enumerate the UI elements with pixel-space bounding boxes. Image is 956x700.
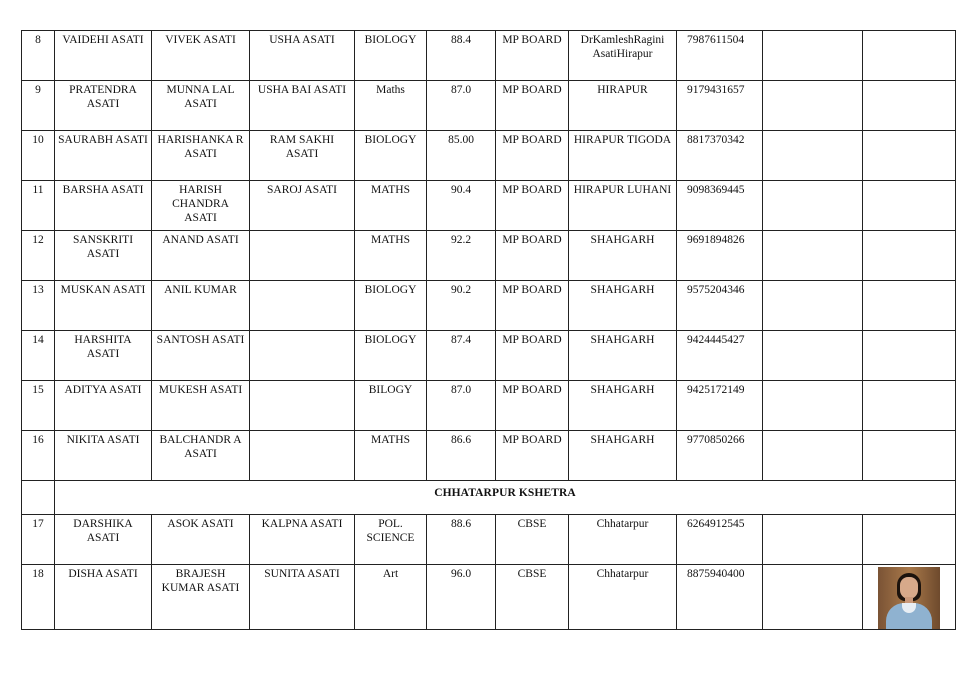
father-name-cell: ASOK ASATI [152, 515, 250, 565]
subject-cell: BIOLOGY [355, 281, 427, 331]
board-cell: MP BOARD [496, 431, 569, 481]
student-results-table [21, 30, 956, 630]
mobile-number-cell: 9425172149 [677, 381, 763, 431]
serial-number-cell: 13 [22, 281, 55, 331]
table-row [22, 431, 956, 481]
board-cell: MP BOARD [496, 131, 569, 181]
subject-cell: BIOLOGY [355, 31, 427, 81]
father-name-cell: HARISHANKA R ASATI [152, 131, 250, 181]
table-row [22, 81, 956, 131]
serial-number-cell: 17 [22, 515, 55, 565]
address-cell: Chhatarpur [569, 565, 677, 630]
empty-cell [763, 431, 863, 481]
table-row [22, 231, 956, 281]
subject-cell: BIOLOGY [355, 331, 427, 381]
photo-cell [863, 331, 956, 381]
percentage-cell: 96.0 [427, 565, 496, 630]
father-name-cell: SANTOSH ASATI [152, 331, 250, 381]
percentage-cell: 88.6 [427, 515, 496, 565]
empty-cell [763, 231, 863, 281]
student-name-cell: DISHA ASATI [55, 565, 152, 630]
address-cell: HIRAPUR LUHANI [569, 181, 677, 231]
father-name-cell: HARISH CHANDRA ASATI [152, 181, 250, 231]
serial-number-cell: 15 [22, 381, 55, 431]
table-row [22, 515, 956, 565]
mobile-number-cell: 9098369445 [677, 181, 763, 231]
mother-name-cell: USHA ASATI [250, 31, 355, 81]
empty-cell [763, 81, 863, 131]
table-row [22, 31, 956, 81]
mother-name-cell: SAROJ ASATI [250, 181, 355, 231]
photo-cell [863, 515, 956, 565]
serial-number-cell: 10 [22, 131, 55, 181]
photo-cell [863, 231, 956, 281]
serial-number-cell: 18 [22, 565, 55, 630]
student-name-cell: DARSHIKA ASATI [55, 515, 152, 565]
section-sno-cell [22, 481, 55, 515]
student-name-cell: MUSKAN ASATI [55, 281, 152, 331]
photo-cell [863, 31, 956, 81]
address-cell: HIRAPUR [569, 81, 677, 131]
father-name-cell: MUKESH ASATI [152, 381, 250, 431]
results-sheet [21, 30, 956, 630]
mobile-number-cell: 9575204346 [677, 281, 763, 331]
serial-number-cell: 16 [22, 431, 55, 481]
student-photo [878, 567, 940, 629]
father-name-cell: VIVEK ASATI [152, 31, 250, 81]
table-row [22, 131, 956, 181]
subject-cell: POL. SCIENCE [355, 515, 427, 565]
address-cell: DrKamleshRagini AsatiHirapur [569, 31, 677, 81]
table-row [22, 181, 956, 231]
percentage-cell: 90.2 [427, 281, 496, 331]
father-name-cell: ANIL KUMAR [152, 281, 250, 331]
empty-cell [763, 131, 863, 181]
address-cell: SHAHGARH [569, 281, 677, 331]
serial-number-cell: 8 [22, 31, 55, 81]
section-title: CHHATARPUR KSHETRA [55, 481, 956, 515]
address-cell: Chhatarpur [569, 515, 677, 565]
board-cell: CBSE [496, 515, 569, 565]
mother-name-cell: SUNITA ASATI [250, 565, 355, 630]
board-cell: CBSE [496, 565, 569, 630]
table-row [22, 381, 956, 431]
table-row [22, 331, 956, 381]
serial-number-cell: 12 [22, 231, 55, 281]
mobile-number-cell: 7987611504 [677, 31, 763, 81]
address-cell: HIRAPUR TIGODA [569, 131, 677, 181]
mother-name-cell [250, 281, 355, 331]
serial-number-cell: 9 [22, 81, 55, 131]
student-name-cell: BARSHA ASATI [55, 181, 152, 231]
table-body-bottom [22, 515, 956, 630]
serial-number-cell: 11 [22, 181, 55, 231]
mother-name-cell [250, 331, 355, 381]
photo-cell [863, 381, 956, 431]
empty-cell [763, 181, 863, 231]
photo-cell [863, 131, 956, 181]
subject-cell: MATHS [355, 431, 427, 481]
mother-name-cell: USHA BAI ASATI [250, 81, 355, 131]
percentage-cell: 87.0 [427, 81, 496, 131]
subject-cell: MATHS [355, 181, 427, 231]
subject-cell: BIOLOGY [355, 131, 427, 181]
photo-cell [863, 565, 956, 630]
mother-name-cell [250, 231, 355, 281]
empty-cell [763, 31, 863, 81]
father-name-cell: BRAJESH KUMAR ASATI [152, 565, 250, 630]
photo-cell [863, 431, 956, 481]
subject-cell: Maths [355, 81, 427, 131]
student-name-cell: SANSKRITI ASATI [55, 231, 152, 281]
subject-cell: MATHS [355, 231, 427, 281]
board-cell: MP BOARD [496, 231, 569, 281]
table-body-top [22, 31, 956, 481]
mother-name-cell: KALPNA ASATI [250, 515, 355, 565]
photo-cell [863, 81, 956, 131]
father-name-cell: BALCHANDR A ASATI [152, 431, 250, 481]
mobile-number-cell: 9179431657 [677, 81, 763, 131]
empty-cell [763, 281, 863, 331]
table-row [22, 565, 956, 630]
student-name-cell: SAURABH ASATI [55, 131, 152, 181]
photo-cell [863, 281, 956, 331]
board-cell: MP BOARD [496, 181, 569, 231]
address-cell: SHAHGARH [569, 331, 677, 381]
student-name-cell: HARSHITA ASATI [55, 331, 152, 381]
percentage-cell: 90.4 [427, 181, 496, 231]
mobile-number-cell: 6264912545 [677, 515, 763, 565]
percentage-cell: 86.6 [427, 431, 496, 481]
empty-cell [763, 331, 863, 381]
student-name-cell: VAIDEHI ASATI [55, 31, 152, 81]
subject-cell: BILOGY [355, 381, 427, 431]
student-name-cell: ADITYA ASATI [55, 381, 152, 431]
mobile-number-cell: 9770850266 [677, 431, 763, 481]
table-row [22, 281, 956, 331]
photo-cell [863, 181, 956, 231]
board-cell: MP BOARD [496, 381, 569, 431]
board-cell: MP BOARD [496, 81, 569, 131]
father-name-cell: MUNNA LAL ASATI [152, 81, 250, 131]
mother-name-cell [250, 431, 355, 481]
percentage-cell: 87.0 [427, 381, 496, 431]
percentage-cell: 87.4 [427, 331, 496, 381]
section-header [22, 481, 956, 515]
mobile-number-cell: 9691894826 [677, 231, 763, 281]
empty-cell [763, 515, 863, 565]
mobile-number-cell: 8817370342 [677, 131, 763, 181]
address-cell: SHAHGARH [569, 431, 677, 481]
empty-cell [763, 381, 863, 431]
mother-name-cell [250, 381, 355, 431]
subject-cell: Art [355, 565, 427, 630]
empty-cell [763, 565, 863, 630]
board-cell: MP BOARD [496, 281, 569, 331]
percentage-cell: 85.00 [427, 131, 496, 181]
mobile-number-cell: 9424445427 [677, 331, 763, 381]
board-cell: MP BOARD [496, 31, 569, 81]
mother-name-cell: RAM SAKHI ASATI [250, 131, 355, 181]
mobile-number-cell: 8875940400 [677, 565, 763, 630]
percentage-cell: 88.4 [427, 31, 496, 81]
student-name-cell: NIKITA ASATI [55, 431, 152, 481]
father-name-cell: ANAND ASATI [152, 231, 250, 281]
board-cell: MP BOARD [496, 331, 569, 381]
serial-number-cell: 14 [22, 331, 55, 381]
address-cell: SHAHGARH [569, 381, 677, 431]
percentage-cell: 92.2 [427, 231, 496, 281]
address-cell: SHAHGARH [569, 231, 677, 281]
student-name-cell: PRATENDRA ASATI [55, 81, 152, 131]
